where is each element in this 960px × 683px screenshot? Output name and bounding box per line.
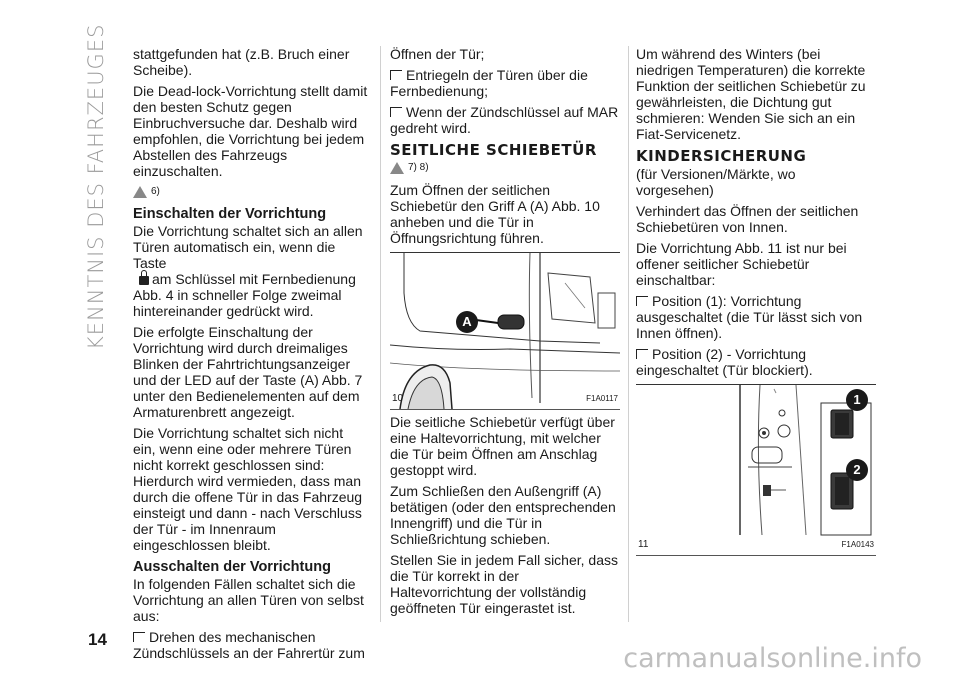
van-door-illustration	[390, 253, 620, 409]
figure-code: F1A0117	[586, 394, 618, 403]
figure-11-child-lock	[636, 384, 876, 556]
paragraph: Verhindert das Öffnen der seitlichen Schiebetüren von Innen.	[636, 203, 859, 235]
paragraph: stattgefunden hat (z.B. Bruch einer Scheibe).	[133, 46, 350, 78]
watermark: carmanualsonline.info	[623, 643, 922, 674]
bullet-text: Position (2) - Vorrichtung eingeschaltet (Tür blockiert).	[636, 346, 813, 378]
figure-number: 11	[638, 539, 649, 550]
callout-2: 2	[846, 459, 868, 481]
bullet-icon	[390, 70, 402, 80]
bullet-icon	[133, 632, 145, 642]
bullet-icon	[636, 349, 648, 359]
section-heading: KINDERSICHERUNG	[636, 147, 807, 165]
paragraph-text: Die Vorrichtung schaltet sich an allen Türen automatisch ein, wenn die Taste	[133, 223, 363, 271]
warning-triangle-icon	[133, 186, 147, 198]
paragraph: Die Vorrichtung Abb. 11 ist nur bei offener seitlicher Schiebetür einschaltbar:	[636, 240, 847, 288]
figure-code: F1A0143	[841, 540, 874, 549]
section-side-title: KENNTNIS DES FAHRZEUGES	[84, 23, 108, 350]
subheading: Einschalten der Vorrichtung	[133, 206, 327, 222]
bullet-text: Position (1): Vorrichtung ausgeschaltet (die Tür lässt sich von Innen öffnen).	[636, 293, 863, 341]
figure-10-van-door	[390, 252, 620, 410]
warning-ref-number: 7) 8)	[408, 162, 429, 173]
paragraph: Die seitliche Schiebetür verfügt über eine Haltevorrichtung, mit welcher die Tür beim Öffnen am Anschlag gestoppt wird.	[390, 414, 615, 478]
column-divider	[628, 46, 629, 622]
bullet-text: Drehen des mechanischen Zündschlüssels an der Fahrertür zum	[133, 629, 365, 661]
paragraph: Die Dead-lock-Vorrichtung stellt damit den besten Schutz gegen Einbruchversuche dar. Deshalb wird empfohlen, die Vorrichtung bei jedem Abstellen des Fahrzeugs einzuschalten.	[133, 83, 368, 179]
paragraph: Öffnen der Tür;	[390, 46, 485, 62]
bullet-item	[636, 293, 876, 341]
column-1	[133, 46, 369, 666]
bullet-icon	[636, 296, 648, 306]
paragraph: Die erfolgte Einschaltung der Vorrichtung wird durch dreimaliges Blinken der Fahrtrichtungsanzeiger und der LED auf der Taste (A) Abb. 7 unter den Bedienelementen auf dem Armaturenbrett angezeigt.	[133, 324, 363, 420]
paragraph: Die Vorrichtung schaltet sich nicht ein, wenn eine oder mehrere Türen nicht korrekt geschlossen sind: Hierdurch wird vermieden, dass man durch die offene Tür in das Fahrzeug einsteigt und dann - nach Verschluss der Tür - im Innenraum eingeschlossen bleibt.	[133, 425, 363, 553]
paragraph: In folgenden Fällen schaltet sich die Vorrichtung an allen Türen von selbst aus:	[133, 576, 364, 624]
paragraph	[133, 223, 369, 319]
warning-reference	[390, 160, 620, 176]
paragraph: Zum Schließen den Außengriff (A) betätigen (oder den entsprechenden Innengriff) und die Tür in Schließrichtung schieben.	[390, 483, 616, 547]
paragraph: (für Versionen/Märkte, wo vorgesehen)	[636, 166, 796, 198]
lock-icon	[139, 276, 149, 285]
bullet-item	[390, 67, 620, 99]
paragraph-text: am Schlüssel mit Fernbedienung Abb. 4 in schneller Folge zweimal hintereinander gedrückt wird.	[133, 271, 356, 319]
bullet-item	[133, 629, 369, 661]
paragraph: Zum Öffnen der seitlichen Schiebetür den Griff A (A) Abb. 10 anheben und die Tür in Öffnungsrichtung führen.	[390, 182, 600, 246]
warning-ref-number: 6)	[151, 186, 160, 197]
bullet-item	[636, 346, 876, 378]
paragraph: Um während des Winters (bei niedrigen Temperaturen) die korrekte Funktion der seitlichen Schiebetür zu gewährleisten, die Dichtung gut schmieren: Wenden Sie sich an ein Fiat-Servicenetz.	[636, 46, 866, 142]
bullet-icon	[390, 107, 402, 117]
warning-triangle-icon	[390, 162, 404, 174]
column-3	[636, 46, 876, 560]
bullet-item	[390, 104, 620, 136]
column-2	[390, 46, 620, 621]
bullet-text: Wenn der Zündschlüssel auf MAR gedreht wird.	[390, 104, 619, 136]
page-number: 14	[88, 630, 107, 649]
column-divider	[380, 46, 381, 622]
callout-a: A	[456, 311, 478, 333]
figure-number: 10	[392, 393, 404, 404]
bullet-text: Entriegeln der Türen über die Fernbedienung;	[390, 67, 588, 99]
paragraph: Stellen Sie in jedem Fall sicher, dass die Tür korrekt in der Haltevorrichtung der vollständig geöffneten Tür eingerastet ist.	[390, 552, 618, 616]
subheading: Ausschalten der Vorrichtung	[133, 559, 331, 575]
warning-reference	[133, 184, 369, 200]
section-heading: SEITLICHE SCHIEBETÜR	[390, 141, 597, 159]
callout-1: 1	[846, 389, 868, 411]
child-lock-illustration	[636, 385, 876, 555]
